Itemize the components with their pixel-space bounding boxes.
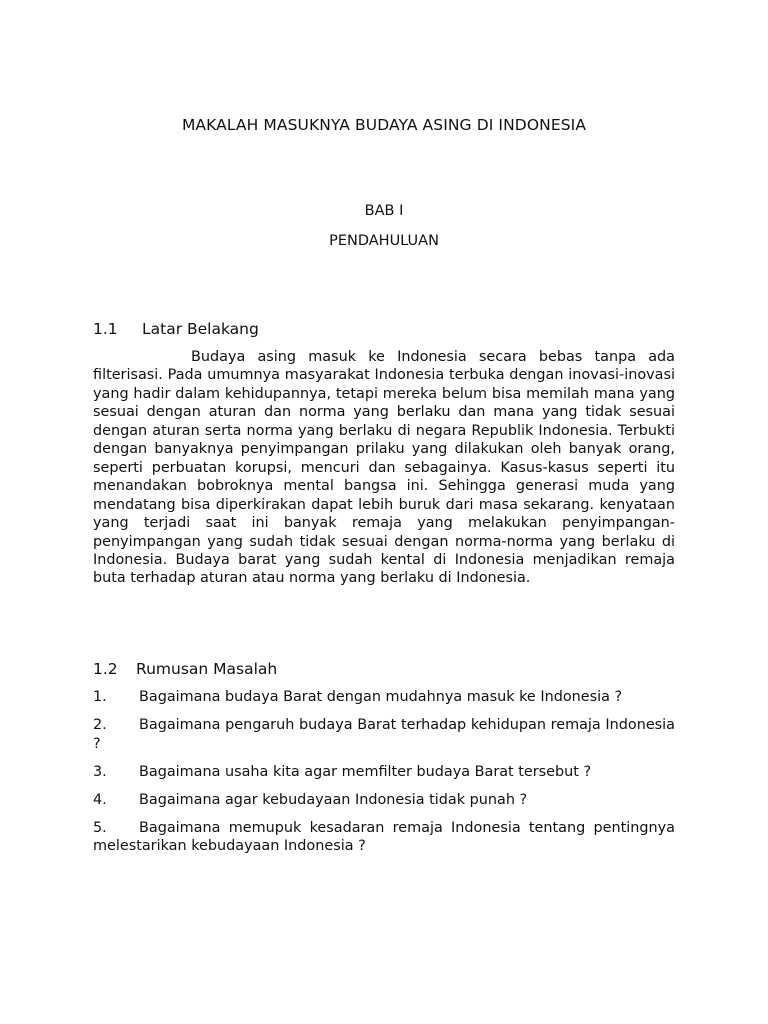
section-title: Latar Belakang: [142, 320, 259, 338]
section-title: Rumusan Masalah: [136, 660, 278, 678]
list-item: [93, 716, 675, 753]
list-item: [93, 791, 675, 810]
section-number: 1.2: [93, 660, 118, 678]
section-heading-rumusan-masalah: [93, 660, 277, 678]
list-item-text: Bagaimana budaya Barat dengan mudahnya masuk ke Indonesia ?: [139, 689, 623, 705]
chapter-title: PENDAHULUAN: [329, 233, 439, 249]
list-item-text: Bagaimana memupuk kesadaran remaja Indonesia tentang pentingnya melestarikan kebudayaan Indonesia ?: [93, 819, 675, 854]
list-item-text: Bagaimana usaha kita agar memfilter budaya Barat tersebut ?: [139, 763, 592, 780]
section-heading-latar-belakang: [93, 320, 259, 338]
list-item-number: 1.: [93, 689, 107, 705]
list-item-text: Bagaimana pengaruh budaya Barat terhadap kehidupan remaja Indonesia ?: [93, 717, 675, 752]
problem-list: [93, 688, 675, 865]
section-number: 1.1: [93, 320, 118, 338]
list-item: [93, 819, 675, 856]
list-item-text: Bagaimana agar kebudayaan Indonesia tidak punah ?: [139, 791, 528, 808]
list-item: [93, 688, 675, 707]
document-title: MAKALAH MASUKNYA BUDAYA ASING DI INDONESIA: [181, 116, 587, 134]
list-item-number: 3.: [93, 763, 107, 780]
list-item: [93, 763, 675, 782]
list-item-number: 5.: [93, 819, 107, 836]
list-item-number: 4.: [93, 791, 107, 808]
body-paragraph: Budaya asing masuk ke Indonesia secara bebas tanpa ada filterisasi. Pada umumnya masyarakat Indonesia terbuka dengan inovasi-inovasi yang hadir dalam kehidupannya, tetapi mereka belum bisa memilah mana yang sesuai dengan aturan dan norma yang berlaku dan mana yang tidak sesuai dengan aturan serta norma yang berlaku di negara Republik Indonesia. Terbukti dengan banyaknya penyimpangan prilaku yang dilakukan oleh banyak orang, seperti perbuatan korupsi, mencuri dan sebagainya. Kasus-kasus seperti itu menandakan bobroknya mental bangsa ini. Sehingga generasi muda yang mendatang bisa diperkirakan dapat lebih buruk dari masa sekarang. kenyataan yang terjadi saat ini banyak remaja yang melakukan penyimpangan-penyimpangan yang sudah tidak sesuai dengan norma-norma yang berlaku di Indonesia. Budaya barat yang sudah kental di Indonesia menjadikan remaja buta terhadap aturan atau norma yang berlaku di Indonesia.: [93, 349, 675, 587]
list-item-number: 2.: [93, 717, 107, 733]
chapter-label: BAB I: [364, 203, 404, 219]
